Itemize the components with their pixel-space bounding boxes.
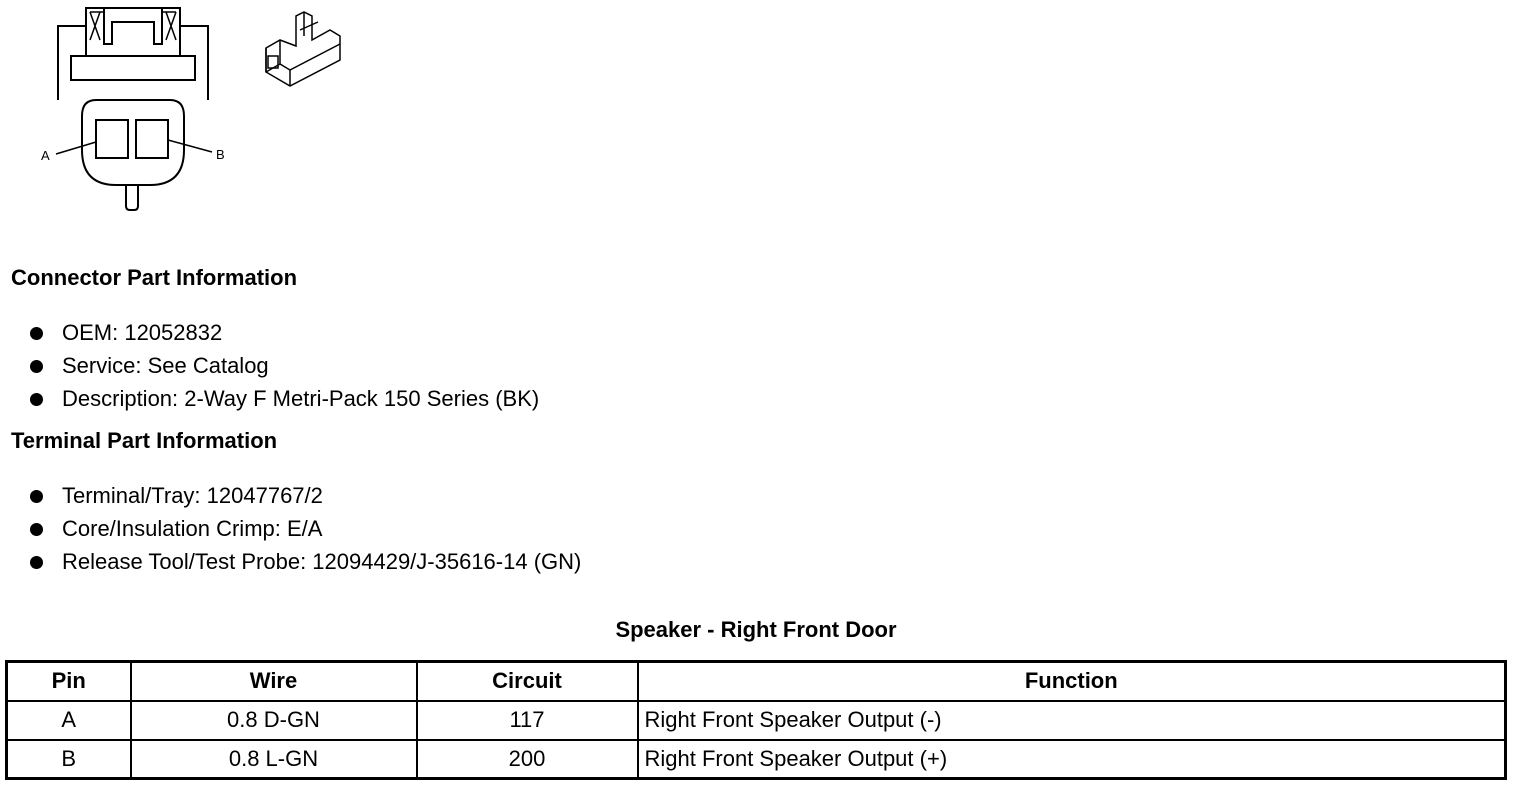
list-item — [28, 479, 581, 512]
connector-info-heading: Connector Part Information — [11, 265, 298, 290]
cell-circuit: 117 — [417, 701, 638, 740]
cell-circuit: 200 — [417, 740, 638, 779]
cavity-a — [96, 120, 128, 158]
table-row — [7, 701, 1506, 740]
connector-diagram — [0, 0, 380, 230]
list-item-text: Description: 2-Way F Metri-Pack 150 Series (BK) — [62, 386, 540, 411]
header-pin: Pin — [7, 662, 131, 701]
table-header-row — [7, 662, 1506, 701]
bullet-icon — [30, 327, 43, 340]
bullet-icon — [30, 360, 43, 373]
pinout-table — [5, 660, 1507, 780]
label-a: A — [41, 148, 50, 163]
list-item-text: Service: See Catalog — [62, 353, 269, 378]
list-item — [28, 316, 539, 349]
table-title: Speaker - Right Front Door — [615, 617, 897, 642]
terminal-info-heading: Terminal Part Information — [11, 428, 278, 453]
cell-wire: 0.8 L-GN — [131, 740, 417, 779]
list-item — [28, 545, 581, 578]
list-item — [28, 382, 539, 415]
cell-function: Right Front Speaker Output (-) — [638, 701, 1506, 740]
list-item-text: OEM: 12052832 — [62, 320, 223, 345]
header-circuit: Circuit — [417, 662, 638, 701]
connector-iso-view — [266, 12, 340, 86]
connector-info-list — [28, 316, 539, 415]
housing-upper-bar — [71, 56, 195, 80]
terminal-info-list — [28, 479, 581, 578]
cell-pin: A — [7, 701, 131, 740]
list-item-text: Release Tool/Test Probe: 12094429/J-35616-14 (GN) — [62, 549, 582, 574]
cell-wire: 0.8 D-GN — [131, 701, 417, 740]
bullet-icon — [30, 556, 43, 569]
table-row — [7, 740, 1506, 779]
list-item — [28, 512, 581, 545]
cell-function: Right Front Speaker Output (+) — [638, 740, 1506, 779]
header-wire: Wire — [131, 662, 417, 701]
cell-pin: B — [7, 740, 131, 779]
list-item — [28, 349, 539, 382]
label-b: B — [216, 147, 225, 162]
key-peg — [126, 185, 138, 210]
bullet-icon — [30, 490, 43, 503]
cavity-b — [136, 120, 168, 158]
latch — [104, 8, 162, 44]
list-item-text: Terminal/Tray: 12047767/2 — [62, 483, 323, 508]
list-item-text: Core/Insulation Crimp: E/A — [62, 516, 323, 541]
bullet-icon — [30, 523, 43, 536]
bullet-icon — [30, 393, 43, 406]
header-function: Function — [638, 662, 1506, 701]
